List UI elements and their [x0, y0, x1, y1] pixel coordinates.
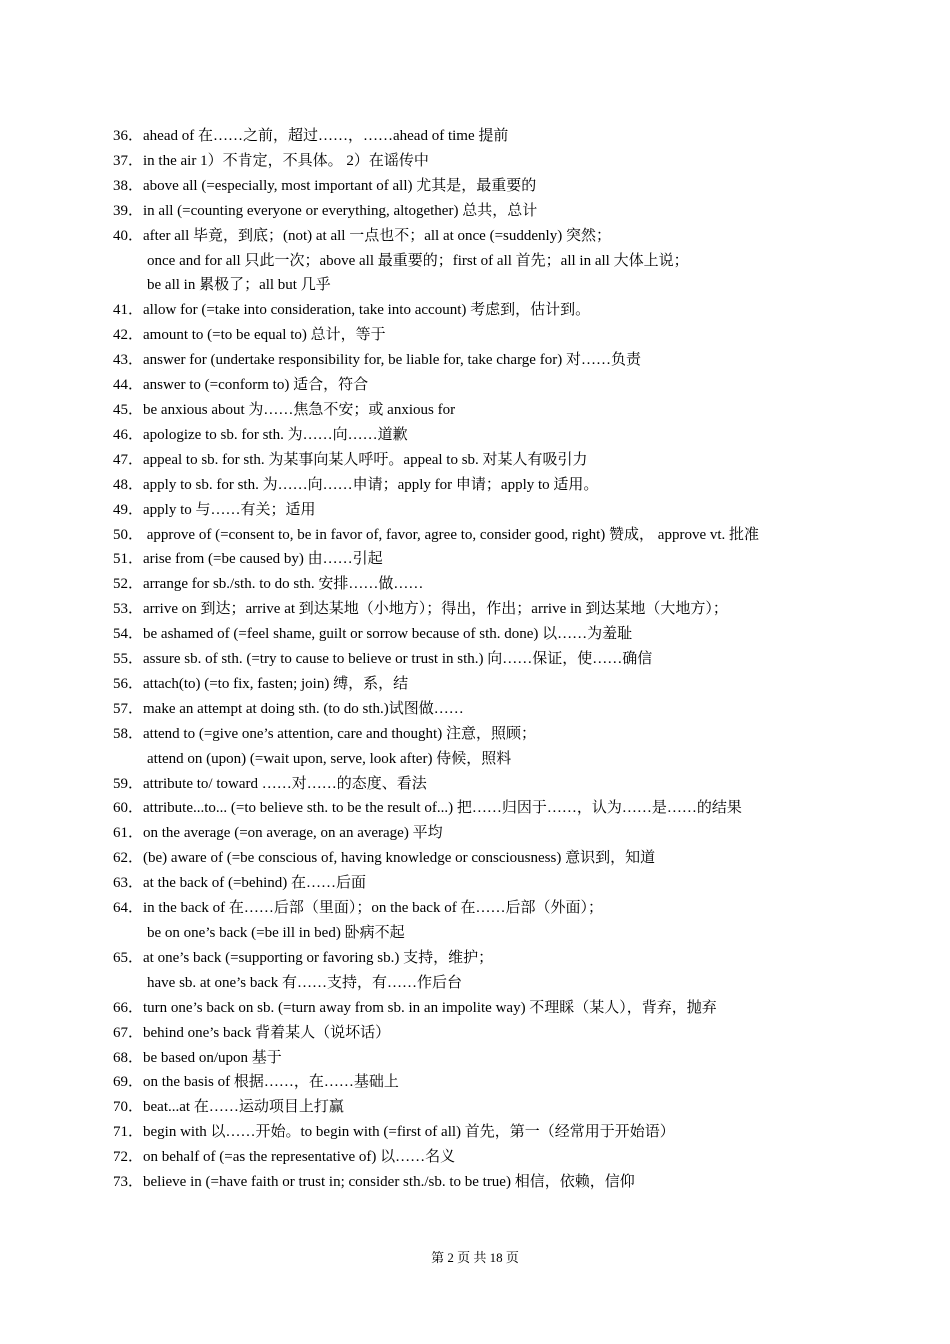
- item-number: 69．: [113, 1074, 144, 1091]
- item-text: on behalf of (=as the representative of) 以……名义: [143, 1149, 456, 1166]
- item-text: apply to sb. for sth. 为……向……申请；apply for 申请；apply to 适用。: [143, 476, 599, 493]
- item-number: 51．: [113, 551, 144, 568]
- list-item: [113, 547, 843, 572]
- list-item: [113, 946, 843, 971]
- item-number: 40．: [113, 227, 144, 244]
- list-item: [113, 846, 843, 871]
- item-text: beat...at 在……运动项目上打赢: [143, 1099, 344, 1116]
- item-text: in all (=counting everyone or everything, altogether) 总共，总计: [143, 202, 538, 219]
- document-body: [113, 124, 843, 1195]
- item-text: be based on/upon 基于: [143, 1049, 282, 1066]
- list-item: [113, 199, 843, 224]
- item-text: be ashamed of (=feel shame, guilt or sorrow because of sth. done) 以……为羞耻: [143, 626, 633, 643]
- list-item: [113, 697, 843, 722]
- item-number: 38．: [113, 177, 144, 194]
- item-number: 48．: [113, 476, 144, 493]
- list-item: [113, 672, 843, 697]
- item-number: 53．: [113, 601, 144, 618]
- item-number: 73．: [113, 1174, 144, 1191]
- item-number: 64．: [113, 900, 144, 917]
- list-item: [113, 722, 843, 747]
- item-number: 52．: [113, 576, 144, 593]
- item-number: 59．: [113, 775, 144, 792]
- item-text: arrange for sb./sth. to do sth. 安排……做……: [143, 576, 424, 593]
- item-text: after all 毕竟，到底；(not) at all 一点也不；all at once (=suddenly) 突然；: [143, 227, 611, 244]
- item-number: 61．: [113, 825, 144, 842]
- item-number: 55．: [113, 651, 144, 668]
- list-item: [113, 1145, 843, 1170]
- item-number: 58．: [113, 725, 144, 742]
- list-item: [113, 423, 843, 448]
- item-text: ahead of 在……之前，超过……，……ahead of time 提前: [143, 128, 509, 144]
- item-text: make an attempt at doing sth. (to do sth.)试图做……: [143, 700, 464, 717]
- list-item: [113, 622, 843, 647]
- item-number: 39．: [113, 202, 144, 219]
- item-number: 60．: [113, 800, 144, 817]
- list-item: [113, 1070, 843, 1095]
- list-item-continuation: be all in 累极了；all but 几乎: [147, 277, 331, 294]
- item-number: 65．: [113, 949, 144, 966]
- item-text: attach(to) (=to fix, fasten; join) 缚，系，结: [143, 675, 409, 692]
- page-footer: 第 2 页 共 18 页: [431, 1250, 519, 1265]
- list-item: [113, 896, 843, 921]
- item-text: assure sb. of sth. (=try to cause to believe or trust in sth.) 向……保证，使……确信: [143, 651, 653, 668]
- item-number: 47．: [113, 451, 144, 468]
- list-item: [113, 821, 843, 846]
- list-item: [113, 498, 843, 523]
- list-item-continuation: be on one’s back (=be ill in bed) 卧病不起: [147, 925, 405, 941]
- list-item: [113, 572, 843, 597]
- list-item: [113, 473, 843, 498]
- item-text: attend to (=give one’s attention, care and thought) 注意，照顾；: [143, 725, 536, 742]
- item-text: answer for (undertake responsibility for, be liable for, take charge for) 对……负责: [143, 352, 641, 369]
- item-text: attribute to/ toward ……对……的态度、看法: [143, 775, 427, 792]
- list-item: [113, 174, 843, 199]
- item-number: 63．: [113, 875, 144, 892]
- item-number: 62．: [113, 850, 144, 867]
- list-item: [113, 448, 843, 473]
- item-number: 56．: [113, 675, 144, 692]
- item-number: 57．: [113, 700, 144, 717]
- list-item: [113, 1170, 843, 1195]
- item-text: apologize to sb. for sth. 为……向……道歉: [143, 426, 408, 443]
- list-item: [113, 398, 843, 423]
- item-text: amount to (=to be equal to) 总计，等于: [143, 327, 386, 344]
- list-item: [113, 149, 843, 174]
- list-item: [113, 124, 843, 149]
- item-number: 72．: [113, 1149, 144, 1166]
- item-text: behind one’s back 背着某人（说坏话）: [143, 1024, 391, 1041]
- item-text: apply to 与……有关；适用: [143, 501, 316, 518]
- list-item-continuation: once and for all 只此一次；above all 最重要的；first of all 首先；all in all 大体上说；: [147, 252, 689, 269]
- item-text: arrive on 到达；arrive at 到达某地（小地方）；得出，作出；arrive in 到达某地（大地方）；: [143, 601, 728, 618]
- list-item: [113, 871, 843, 896]
- item-text: approve of (=consent to, be in favor of, favor, agree to, consider good, right) 赞成， approve vt. 批准: [143, 526, 760, 543]
- item-number: 49．: [113, 501, 144, 518]
- item-text: begin with 以……开始。to begin with (=first of all) 首先，第一（经常用于开始语）: [143, 1124, 675, 1141]
- item-number: 37．: [113, 152, 144, 169]
- item-text: on the average (=on average, on an average) 平均: [143, 825, 443, 842]
- list-item: [113, 323, 843, 348]
- item-text: be anxious about 为……焦急不安；或 anxious for: [143, 401, 456, 418]
- list-item: [113, 1021, 843, 1046]
- list-item: [113, 597, 843, 622]
- item-number: 46．: [113, 426, 144, 443]
- item-number: 44．: [113, 377, 144, 394]
- item-text: (be) aware of (=be conscious of, having knowledge or consciousness) 意识到，知道: [143, 850, 656, 867]
- item-text: attribute...to... (=to believe sth. to be the result of...) 把……归因于……，认为……是……的结果: [143, 800, 742, 817]
- item-number: 71．: [113, 1124, 144, 1141]
- list-item: [113, 298, 843, 323]
- list-item: [113, 772, 843, 797]
- list-item: [113, 373, 843, 398]
- list-item: [113, 1120, 843, 1145]
- list-item: [113, 1095, 843, 1120]
- item-text: in the back of 在……后部（里面）；on the back of 在……后部（外面）；: [143, 900, 603, 917]
- item-text: above all (=especially, most important of all) 尤其是，最重要的: [143, 177, 537, 194]
- item-number: 67．: [113, 1024, 144, 1041]
- list-item: [113, 647, 843, 672]
- item-number: 42．: [113, 327, 144, 344]
- item-number: 68．: [113, 1049, 144, 1066]
- item-text: arise from (=be caused by) 由……引起: [143, 551, 383, 568]
- item-text: on the basis of 根据……，在……基础上: [143, 1074, 399, 1091]
- item-text: in the air 1）不肯定，不具体。 2）在谣传中: [143, 152, 429, 169]
- list-item: [113, 796, 843, 821]
- item-number: 50．: [113, 526, 144, 543]
- item-text: allow for (=take into consideration, take into account) 考虑到，估计到。: [143, 302, 591, 319]
- item-text: at one’s back (=supporting or favoring sb.) 支持，维护；: [143, 949, 494, 966]
- item-number: 41．: [113, 302, 144, 319]
- item-number: 45．: [113, 401, 144, 418]
- item-number: 36．: [113, 128, 144, 144]
- list-item: [113, 523, 843, 548]
- list-item: [113, 348, 843, 373]
- item-text: turn one’s back on sb. (=turn away from sb. in an impolite way) 不理睬（某人），背弃，抛弃: [143, 999, 717, 1016]
- item-number: 66．: [113, 999, 144, 1016]
- item-number: 70．: [113, 1099, 144, 1116]
- item-text: believe in (=have faith or trust in; consider sth./sb. to be true) 相信，依赖，信仰: [143, 1174, 635, 1191]
- item-text: appeal to sb. for sth. 为某事向某人呼吁。appeal to sb. 对某人有吸引力: [143, 451, 588, 468]
- item-number: 43．: [113, 352, 144, 369]
- list-item-continuation: attend on (upon) (=wait upon, serve, look after) 侍候，照料: [147, 750, 512, 767]
- list-item-continuation: have sb. at one’s back 有……支持，有……作后台: [147, 974, 462, 991]
- list-item: [113, 224, 843, 249]
- list-item: [113, 996, 843, 1021]
- item-text: answer to (=conform to) 适合，符合: [143, 377, 369, 394]
- item-text: at the back of (=behind) 在……后面: [143, 875, 367, 892]
- item-number: 54．: [113, 626, 144, 643]
- list-item: [113, 1046, 843, 1071]
